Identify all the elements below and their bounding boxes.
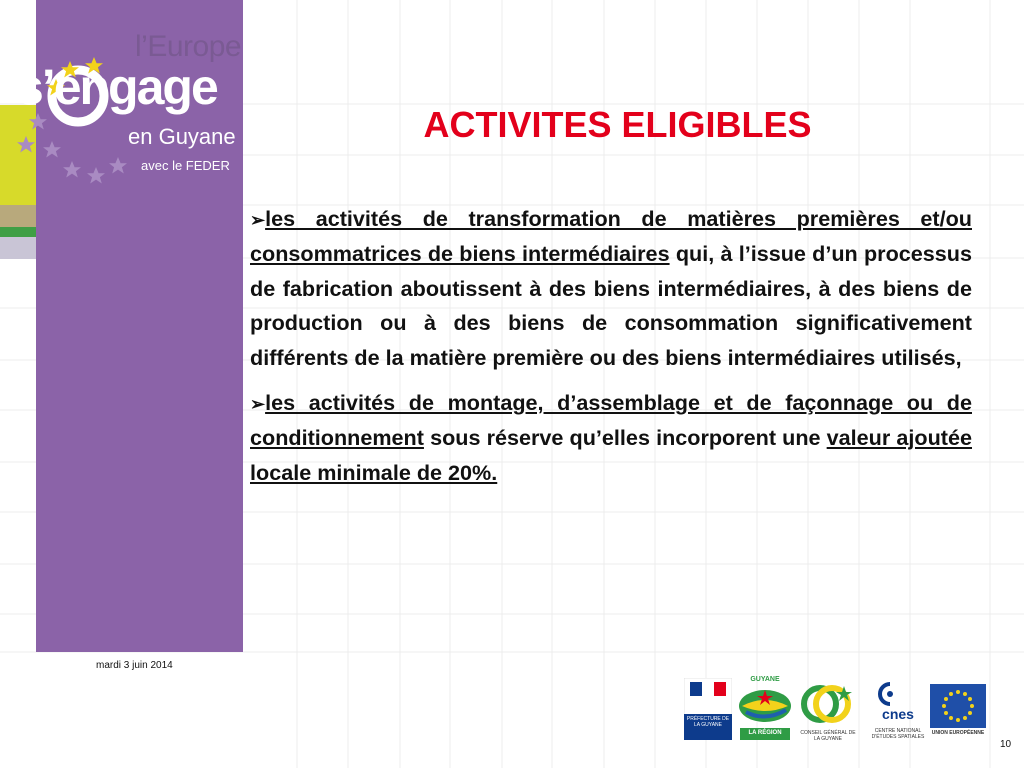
paragraph-2-text: sous réserve qu’elles incorporent une (423, 425, 827, 451)
logo-text-europe: l’Europe (135, 30, 242, 63)
eu-flag-icon (930, 684, 986, 728)
logo-text-feder: avec le FEDER (141, 158, 230, 173)
paragraph-1-text: qui, à l’issue d’un processus de fabrication aboutissent à des biens intermédiaires, à des biens de production ou à des biens de consommation significativement différents de la matière première ou des biens intermédiaires utilisés, (250, 241, 972, 370)
side-stripe-tan (0, 205, 36, 227)
cnes-label: cnes (882, 706, 914, 722)
bullet-paragraph-1 (250, 202, 972, 375)
logo-text-sengage: s’engage (16, 59, 217, 115)
region-top-label: GUYANE (750, 676, 780, 683)
arrow-bullet-icon: ➢ (250, 210, 266, 230)
side-stripe-green (0, 227, 36, 237)
slide-date: mardi 3 juin 2014 (96, 660, 173, 671)
arrow-bullet-icon: ➢ (250, 394, 266, 415)
paragraph-2-underlined-1: les activités de montage, d’assemblage et de façonnage ou de conditionnement (250, 390, 972, 451)
region-bottom-label: LA RÉGION (748, 730, 782, 736)
eu-label: UNION EUROPÉENNE (931, 730, 985, 736)
europe-logo (0, 0, 245, 190)
logo-text-guyane: en Guyane (128, 124, 236, 149)
page-number: 10 (1000, 739, 1012, 750)
cnes-sub-label: CENTRE NATIONAL D'ÉTUDES SPATIALES (871, 728, 925, 740)
paragraph-2-underlined-2: valeur ajoutée locale minimale de 20%. (250, 425, 972, 485)
slide-title: ACTIVITES ELIGIBLES (423, 104, 812, 145)
partner-logos (680, 674, 990, 744)
side-stripe-grey (0, 237, 36, 259)
conseil-general-label: CONSEIL GÉNÉRAL DE LA GUYANE (800, 730, 856, 742)
conseil-general-logo (798, 680, 858, 730)
slide-body (250, 202, 972, 501)
paragraph-1-underlined: les activités de transformation de matières premières et/ou consommatrices de biens intermédiaires (250, 206, 972, 267)
prefecture-logo (684, 678, 732, 740)
bullet-paragraph-2 (250, 386, 972, 490)
prefecture-label: PRÉFECTURE DE LA GUYANE (686, 716, 730, 728)
